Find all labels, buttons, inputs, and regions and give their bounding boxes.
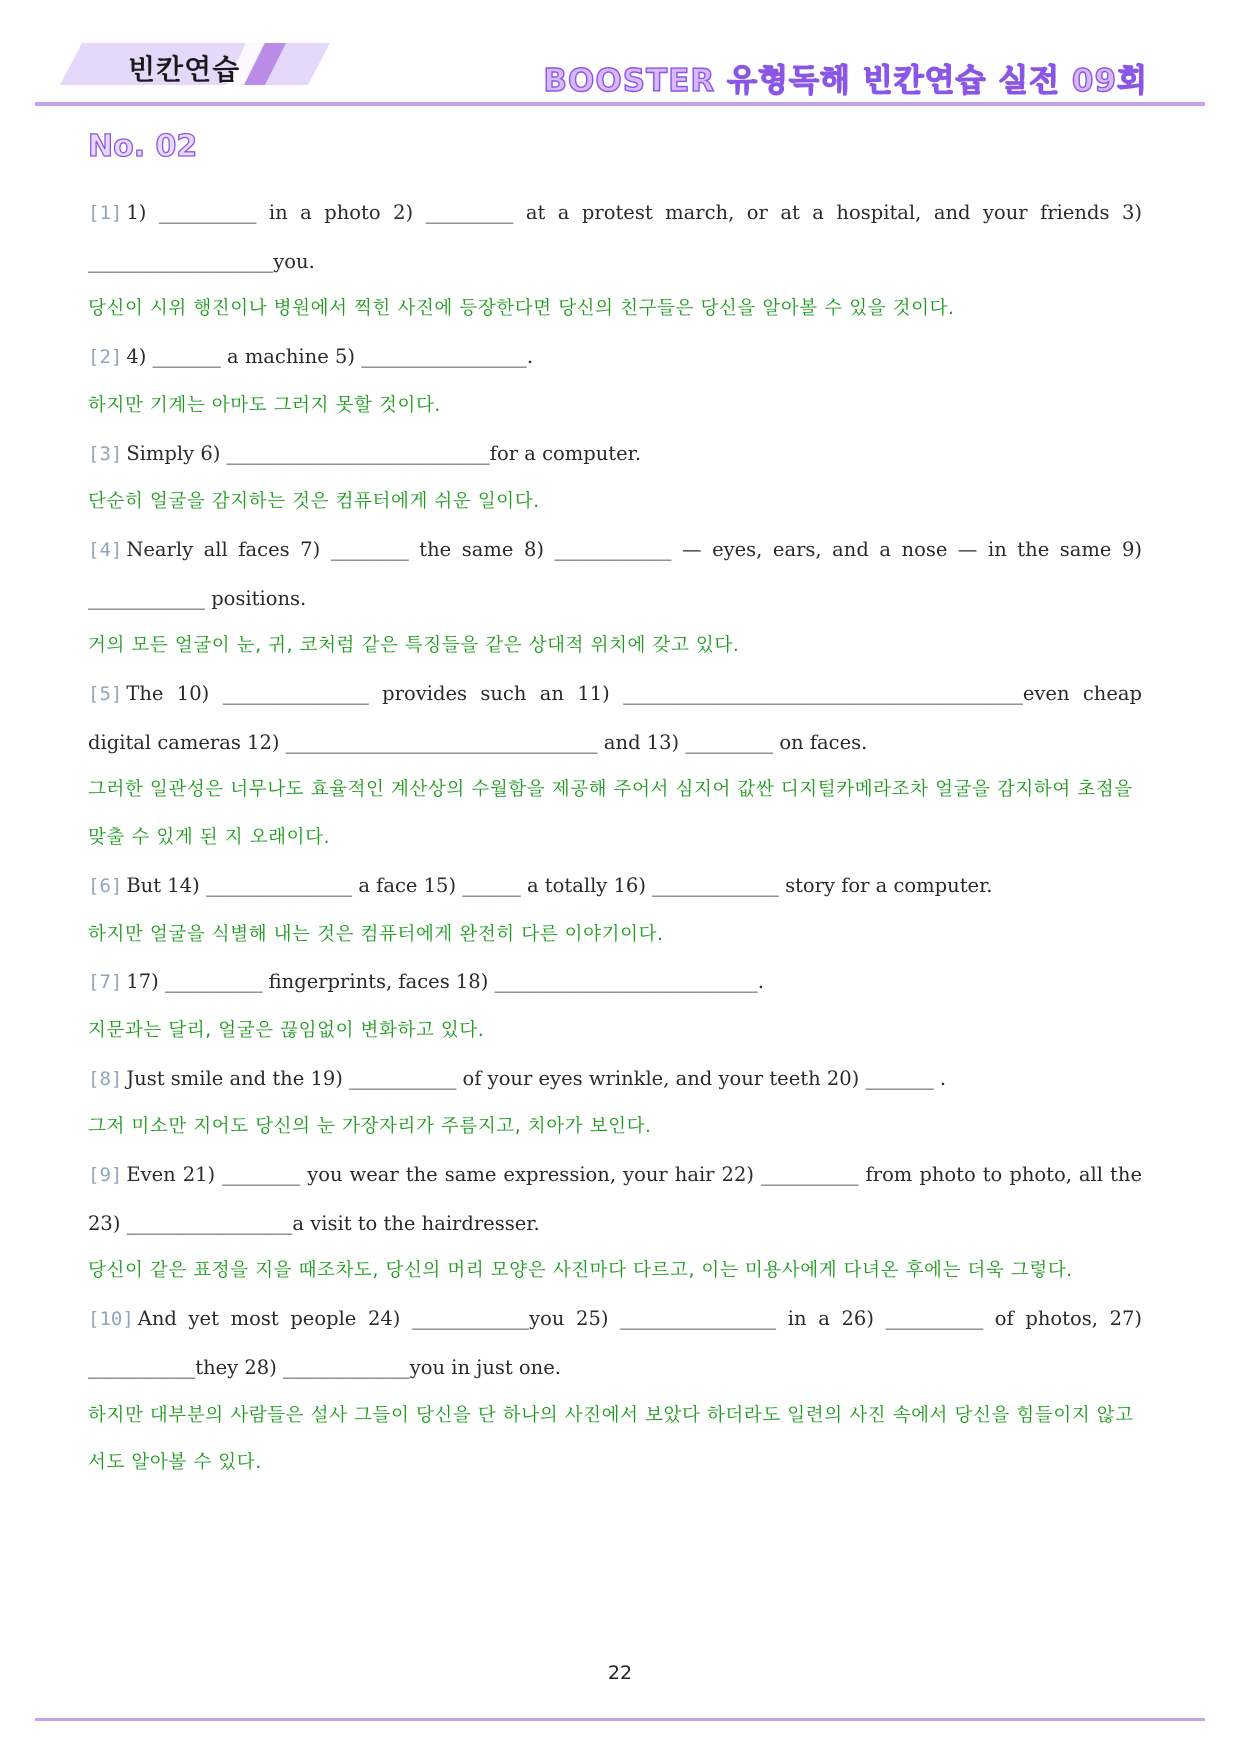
- english-sentence: [88, 430, 1142, 479]
- english-text: Just smile and the 19) ___________ of your eyes wrinkle, and your teeth 20) _______ .: [126, 1066, 947, 1090]
- korean-translation: 하지만 대부분의 사람들은 설사 그들이 당신을 단 하나의 사진에서 보았다 하더라도 일련의 사진 속에서 당신을 힘들이지 않고서도 알아볼 수 있다.: [88, 1404, 1134, 1474]
- exercise-item: [88, 1295, 1142, 1487]
- english-sentence: [88, 670, 1142, 766]
- item-number: [1]: [88, 202, 123, 224]
- english-sentence: [88, 958, 1142, 1007]
- english-sentence: [88, 189, 1142, 285]
- english-text: The 10) _______________ provides such an 11) _________________________________________even cheap digital cameras 12) ________________________________ and 13) _________ on faces.: [88, 682, 1142, 754]
- exercise-item: [88, 333, 1142, 429]
- korean-translation: 하지만 얼굴을 식별해 내는 것은 컴퓨터에게 완전히 다른 이야기이다.: [88, 923, 664, 945]
- english-sentence: [88, 1295, 1142, 1391]
- english-text: 4) _______ a machine 5) _________________.: [126, 345, 534, 369]
- item-number: [10]: [88, 1308, 134, 1331]
- english-sentence: [88, 333, 1142, 382]
- english-sentence: [88, 1055, 1142, 1104]
- footer-divider: [35, 1718, 1205, 1721]
- korean-translation: 지문과는 달리, 얼굴은 끊임없이 변화하고 있다.: [88, 1019, 485, 1041]
- section-number: No. 02: [88, 129, 198, 164]
- english-text: 17) __________ fingerprints, faces 18) ___________________________.: [126, 970, 764, 994]
- item-number: [2]: [88, 346, 123, 369]
- exercise-item: [88, 430, 1142, 526]
- korean-translation: 당신이 시위 행진이나 병원에서 찍힌 사진에 등장한다면 당신의 친구들은 당신을 알아볼 수 있을 것이다.: [88, 298, 955, 320]
- english-text: 1) __________ in a photo 2) _________ at a protest march, or at a hospital, and your friends 3) ___________________you.: [88, 201, 1142, 273]
- korean-translation: 그러한 일관성은 너무나도 효율적인 계산상의 수월함을 제공해 주어서 심지어 값싼 디지털카메라조차 얼굴을 감지하여 초점을 맞출 수 있게 된 지 오래이다.: [88, 779, 1133, 849]
- item-number: [5]: [88, 683, 123, 706]
- item-number: [6]: [88, 874, 123, 897]
- header-tab-label: 빈칸연습: [128, 53, 241, 86]
- english-text: But 14) _______________ a face 15) ______ a totally 16) _____________ story for a computer.: [126, 873, 993, 897]
- exercise-item: [88, 526, 1142, 670]
- exercise-item: [88, 670, 1142, 862]
- exercise-item: [88, 1055, 1142, 1151]
- korean-translation: 거의 모든 얼굴이 눈, 귀, 코처럼 같은 특징들을 같은 상대적 위치에 갖고 있다.: [88, 635, 740, 657]
- page-header: [0, 0, 1240, 110]
- exercise-item: [88, 189, 1142, 333]
- document-title: BOOSTER 유형독해 빈칸연습 실전 09회: [543, 63, 1148, 99]
- english-sentence: [88, 526, 1142, 622]
- item-number: [9]: [88, 1164, 123, 1187]
- page-number: 22: [607, 1662, 633, 1684]
- exercise-item: [88, 862, 1142, 958]
- english-sentence: [88, 1151, 1142, 1247]
- english-text: And yet most people 24) ____________you 25) ________________ in a 26) __________ of photos, 27) ___________they 28) _____________you in just one.: [88, 1307, 1142, 1379]
- korean-translation: 당신이 같은 표정을 지을 때조차도, 당신의 머리 모양은 사진마다 다르고, 이는 미용사에게 다녀온 후에는 더욱 그렇다.: [88, 1260, 1073, 1282]
- header-divider: [35, 102, 1205, 106]
- exercise-list: [88, 189, 1142, 1487]
- korean-translation: 단순히 얼굴을 감지하는 것은 컴퓨터에게 쉬운 일이다.: [88, 491, 540, 513]
- item-number: [7]: [88, 971, 123, 994]
- english-text: Simply 6) ___________________________for a computer.: [126, 441, 642, 465]
- exercise-item: [88, 1151, 1142, 1295]
- korean-translation: 그저 미소만 지어도 당신의 눈 가장자리가 주름지고, 치아가 보인다.: [88, 1116, 652, 1138]
- exercise-item: [88, 958, 1142, 1054]
- korean-translation: 하지만 기계는 아마도 그러지 못할 것이다.: [88, 394, 441, 416]
- english-text: Nearly all faces 7) ________ the same 8) ____________ — eyes, ears, and a nose — in the same 9) ____________ positions.: [88, 537, 1142, 610]
- item-number: [4]: [88, 538, 123, 561]
- english-sentence: [88, 862, 1142, 911]
- item-number: [3]: [88, 442, 123, 465]
- item-number: [8]: [88, 1067, 123, 1090]
- english-text: Even 21) ________ you wear the same expression, your hair 22) __________ from photo to photo, all the 23) _________________a visit to the hairdresser.: [88, 1163, 1142, 1235]
